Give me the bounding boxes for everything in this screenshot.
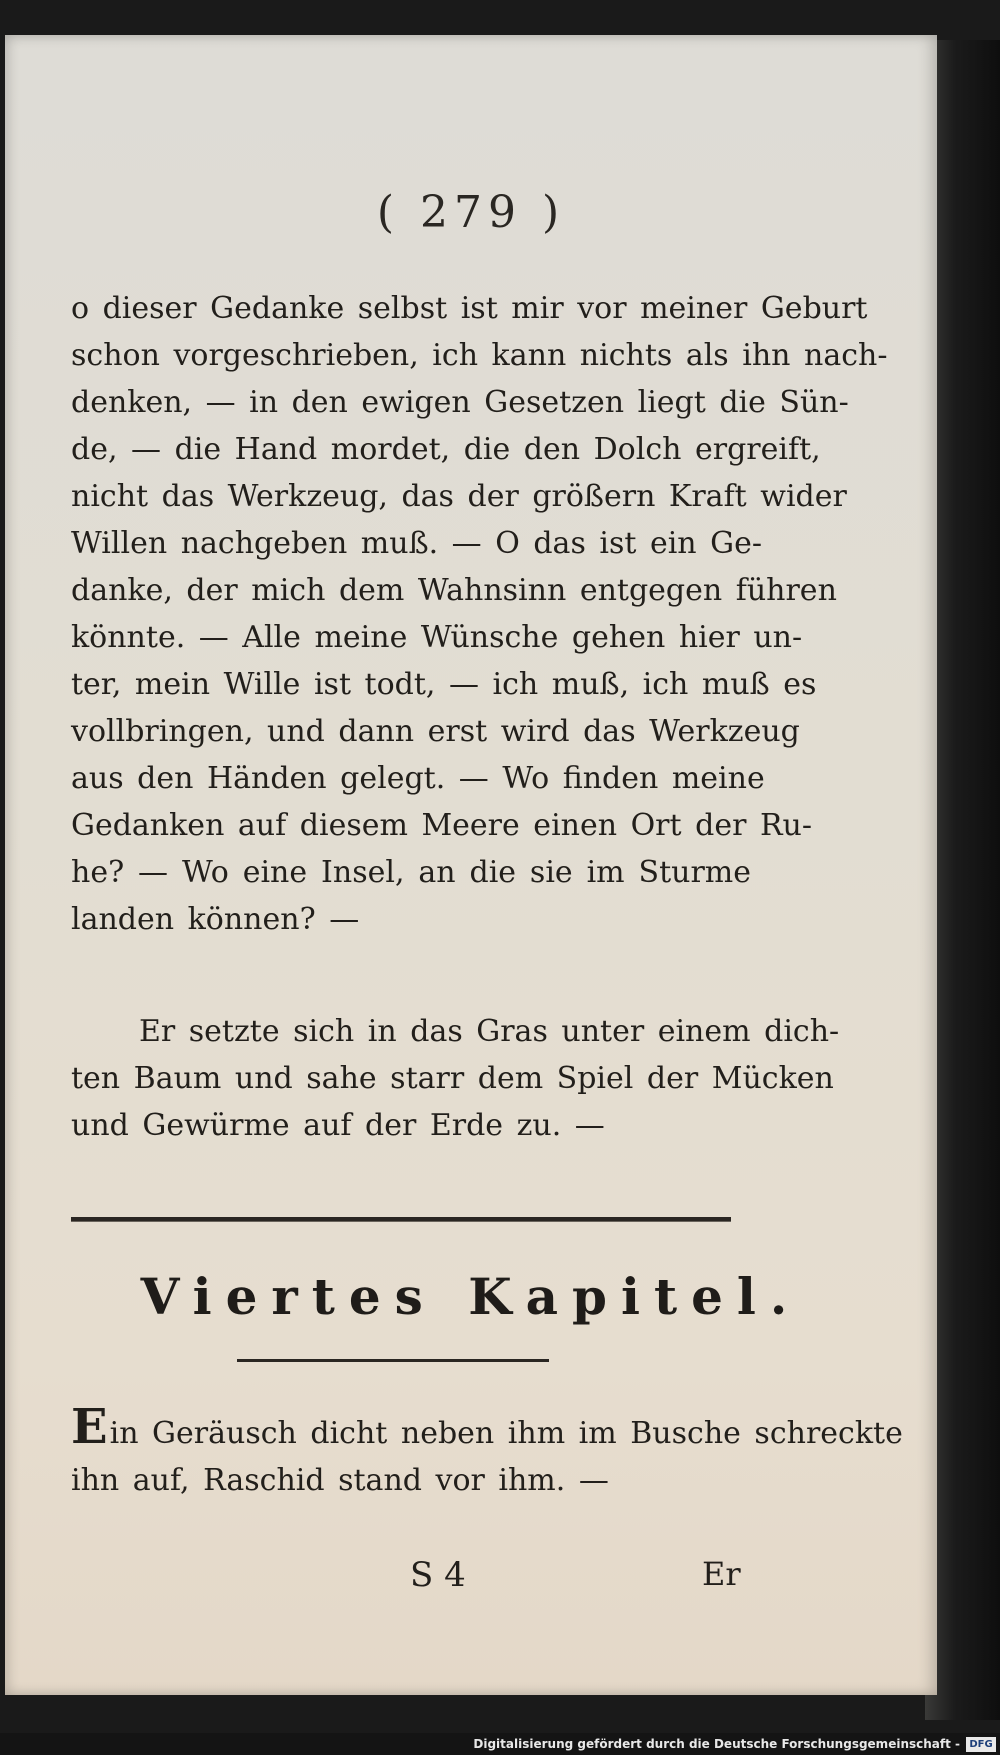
text-line: he? — Wo eine Insel, an die sie im Sturme (71, 855, 751, 890)
chapter-underline (237, 1359, 549, 1362)
text-line: ter, mein Wille ist todt, — ich muß, ich muß es (71, 667, 817, 702)
book-page (5, 35, 937, 1695)
text-line: nicht das Werkzeug, das der größern Kraft wider (71, 479, 847, 514)
section-divider (71, 1217, 731, 1222)
dfg-logo: DFG (966, 1737, 996, 1752)
text-line: Gedanken auf diesem Meere einen Ort der Ru- (71, 808, 812, 843)
text-line (71, 1399, 903, 1457)
text-line: denken, — in den ewigen Gesetzen liegt die Sün- (71, 385, 849, 420)
text-line: vollbringen, und dann erst wird das Werkzeug (71, 714, 800, 749)
text-line: danke, der mich dem Wahnsinn entgegen führen (71, 573, 837, 608)
paragraph-1 (71, 285, 888, 943)
text-line: könnte. — Alle meine Wünsche gehen hier un- (71, 620, 803, 655)
paragraph-3 (71, 1399, 903, 1504)
text-line: o dieser Gedanke selbst ist mir vor meiner Geburt (71, 291, 868, 326)
text-line: Willen nachgeben muß. — O das ist ein Ge- (71, 526, 763, 561)
text-line: Er setzte sich in das Gras unter einem dich- (139, 1014, 840, 1049)
signature-mark: S 4 (410, 1555, 466, 1595)
text-line: ihn auf, Raschid stand vor ihm. — (71, 1463, 609, 1498)
text-line: schon vorgeschrieben, ich kann nichts als ihn nach- (71, 338, 888, 373)
text-line-body: in Geräusch dicht neben ihm im Busche schreckte (109, 1416, 903, 1451)
text-line: ten Baum und sahe starr dem Spiel der Mücken (71, 1061, 834, 1096)
text-line: aus den Händen gelegt. — Wo finden meine (71, 761, 765, 796)
chapter-heading: Viertes Kapitel. (140, 1267, 802, 1326)
catchword: Er (702, 1555, 741, 1593)
digitization-credit: Digitalisierung gefördert durch die Deutsche Forschungsgemeinschaft - (473, 1737, 960, 1751)
drop-initial: E (71, 1399, 108, 1455)
text-line: und Gewürme auf der Erde zu. — (71, 1108, 605, 1143)
paragraph-2 (71, 1008, 840, 1149)
page-number: ( 279 ) (376, 187, 566, 238)
text-line: de, — die Hand mordet, die den Dolch ergreift, (71, 432, 821, 467)
text-line: landen können? — (71, 902, 360, 937)
